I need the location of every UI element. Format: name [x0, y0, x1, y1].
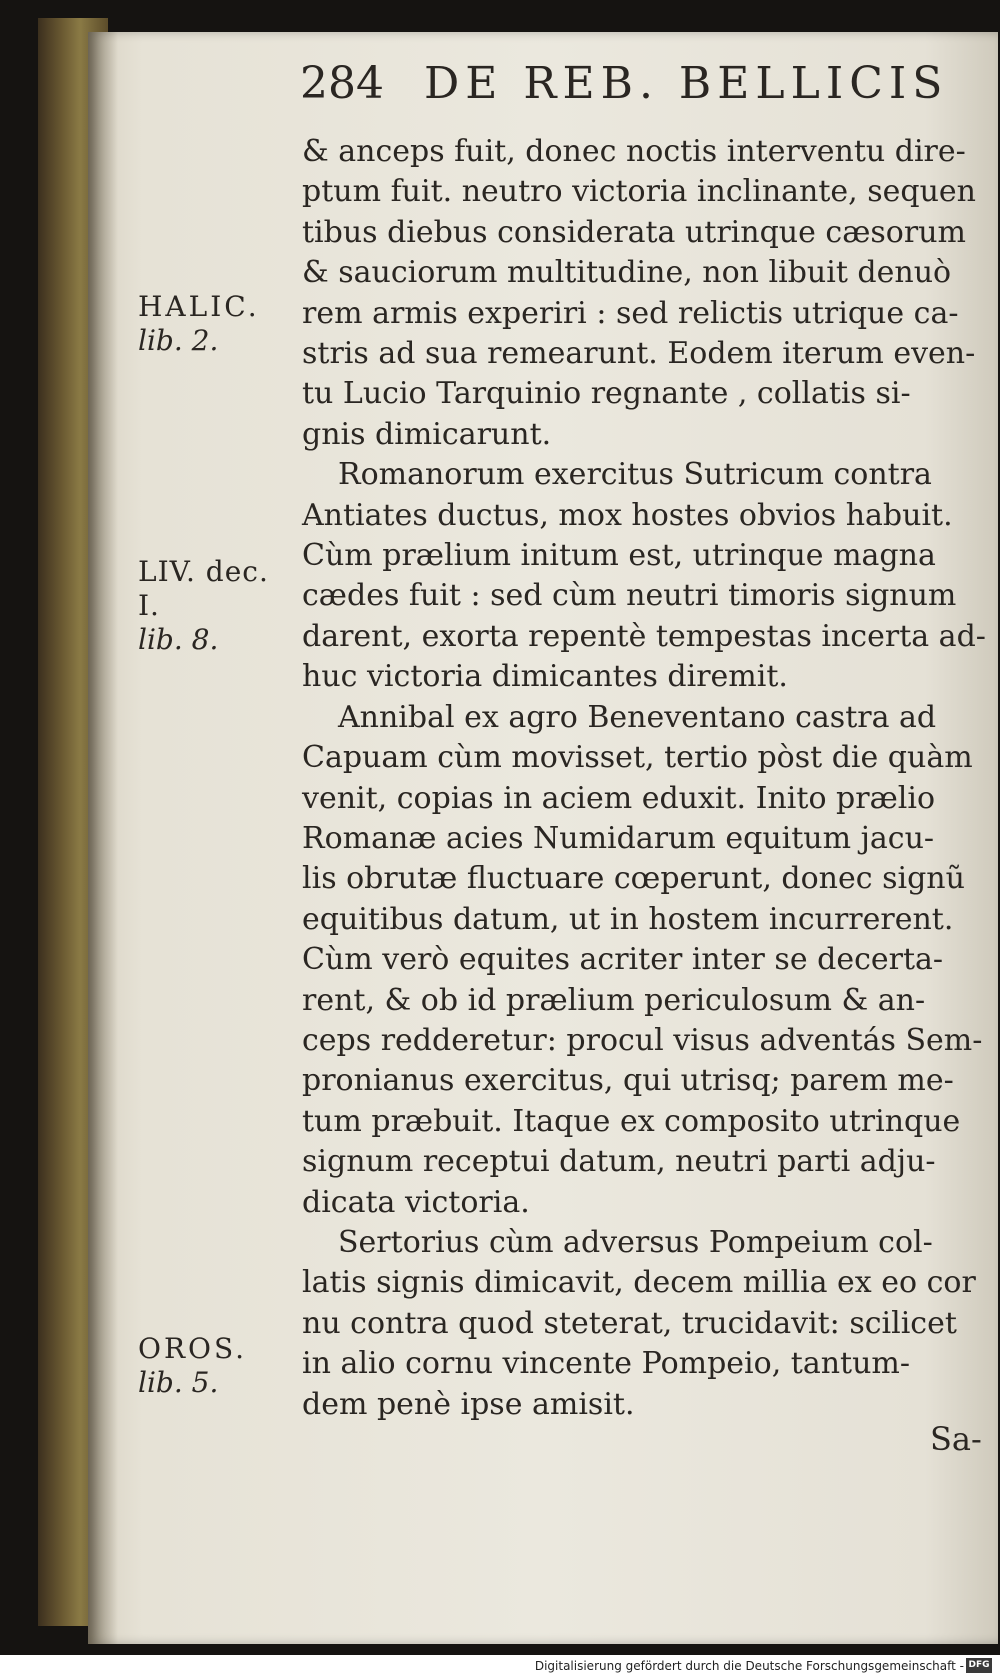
text-line: Capuam cùm movisset, tertio pòst die quàm — [302, 740, 973, 776]
margin-note-halic — [138, 290, 288, 358]
spine-shadow — [88, 32, 118, 1644]
running-title: DE REB. BELLICIS — [423, 58, 949, 109]
text-line: Sertorius cùm adversus Pompeium col- — [338, 1224, 933, 1260]
text-line: dem penè ipse amisit. — [302, 1386, 635, 1422]
text-line: cædes fuit : sed cùm neutri timoris signum — [302, 578, 957, 614]
text-line: Antiates ductus, mox hostes obvios habuit. — [302, 497, 953, 533]
text-line: gnis dimicarunt. — [302, 416, 552, 452]
text-line: nu contra quod steterat, trucidavit: scilicet — [302, 1305, 957, 1341]
margin-note-ref: lib. 5. — [138, 1366, 219, 1399]
text-line: pronianus exercitus, qui utrisq; parem me- — [302, 1063, 954, 1099]
text-line: darent, exorta repentè tempestas incerta ad- — [302, 618, 986, 654]
text-line: & anceps fuit, donec noctis interventu dire- — [302, 134, 966, 169]
text-line: signum receptui datum, neutri parti adju- — [302, 1144, 936, 1180]
body-text — [302, 132, 986, 1425]
text-line: Romanorum exercitus Sutricum contra — [338, 457, 932, 493]
text-line: rem armis experiri : sed relictis utrique ca- — [302, 295, 959, 331]
text-line: equitibus datum, ut in hostem incurrerent. — [302, 901, 954, 937]
running-header — [300, 58, 960, 109]
margin-note-ref: lib. 8. — [138, 623, 219, 656]
margin-note-oros — [138, 1332, 288, 1400]
text-line: & sauciorum multitudine, non libuit denuò — [302, 255, 952, 291]
text-line: Romanæ acies Numidarum equitum jacu- — [302, 820, 935, 856]
dfg-logo-icon: DFG — [966, 1658, 992, 1673]
text-line: ptum fuit. neutro victoria inclinante, sequen — [302, 174, 976, 210]
text-line: tibus diebus considerata utrinque cæsorum — [302, 214, 966, 250]
text-line: tu Lucio Tarquinio regnante , collatis si- — [302, 376, 911, 412]
text-line: ceps redderetur: procul visus adventás Sem- — [302, 1022, 983, 1058]
text-line: tum præbuit. Itaque ex composito utrinque — [302, 1103, 961, 1139]
text-line: dicata victoria. — [302, 1184, 530, 1220]
catchword: Sa- — [930, 1420, 982, 1458]
text-line: stris ad sua remearunt. Eodem iterum even- — [302, 336, 976, 372]
text-line: rent, & ob id prælium periculosum & an- — [302, 982, 926, 1018]
margin-note-author: HALIC. — [138, 290, 260, 323]
text-line: Annibal ex agro Beneventano castra ad — [338, 699, 937, 735]
digitization-footer: Digitalisierung gefördert durch die Deutsche Forschungsgemeinschaft - — [534, 1659, 964, 1673]
margin-note-author: OROS. — [138, 1332, 248, 1365]
text-line: Cùm prælium initum est, utrinque magna — [302, 538, 936, 574]
text-line: huc victoria dimicantes diremit. — [302, 659, 788, 695]
text-line: Cùm verò equites acriter inter se decerta- — [302, 942, 944, 978]
text-line: in alio cornu vincente Pompeio, tantum- — [302, 1346, 910, 1382]
margin-note-author: LIV. dec. I. — [138, 555, 269, 622]
text-line: lis obrutæ fluctuare cœperunt, donec signũ — [302, 861, 965, 897]
text-line: venit, copias in aciem eduxit. Inito prælio — [302, 780, 936, 816]
margin-note-ref: lib. 2. — [138, 324, 219, 357]
page-number: 284 — [300, 58, 384, 109]
text-line: latis signis dimicavit, decem millia ex eo cor — [302, 1265, 976, 1301]
margin-note-liv — [138, 555, 288, 657]
